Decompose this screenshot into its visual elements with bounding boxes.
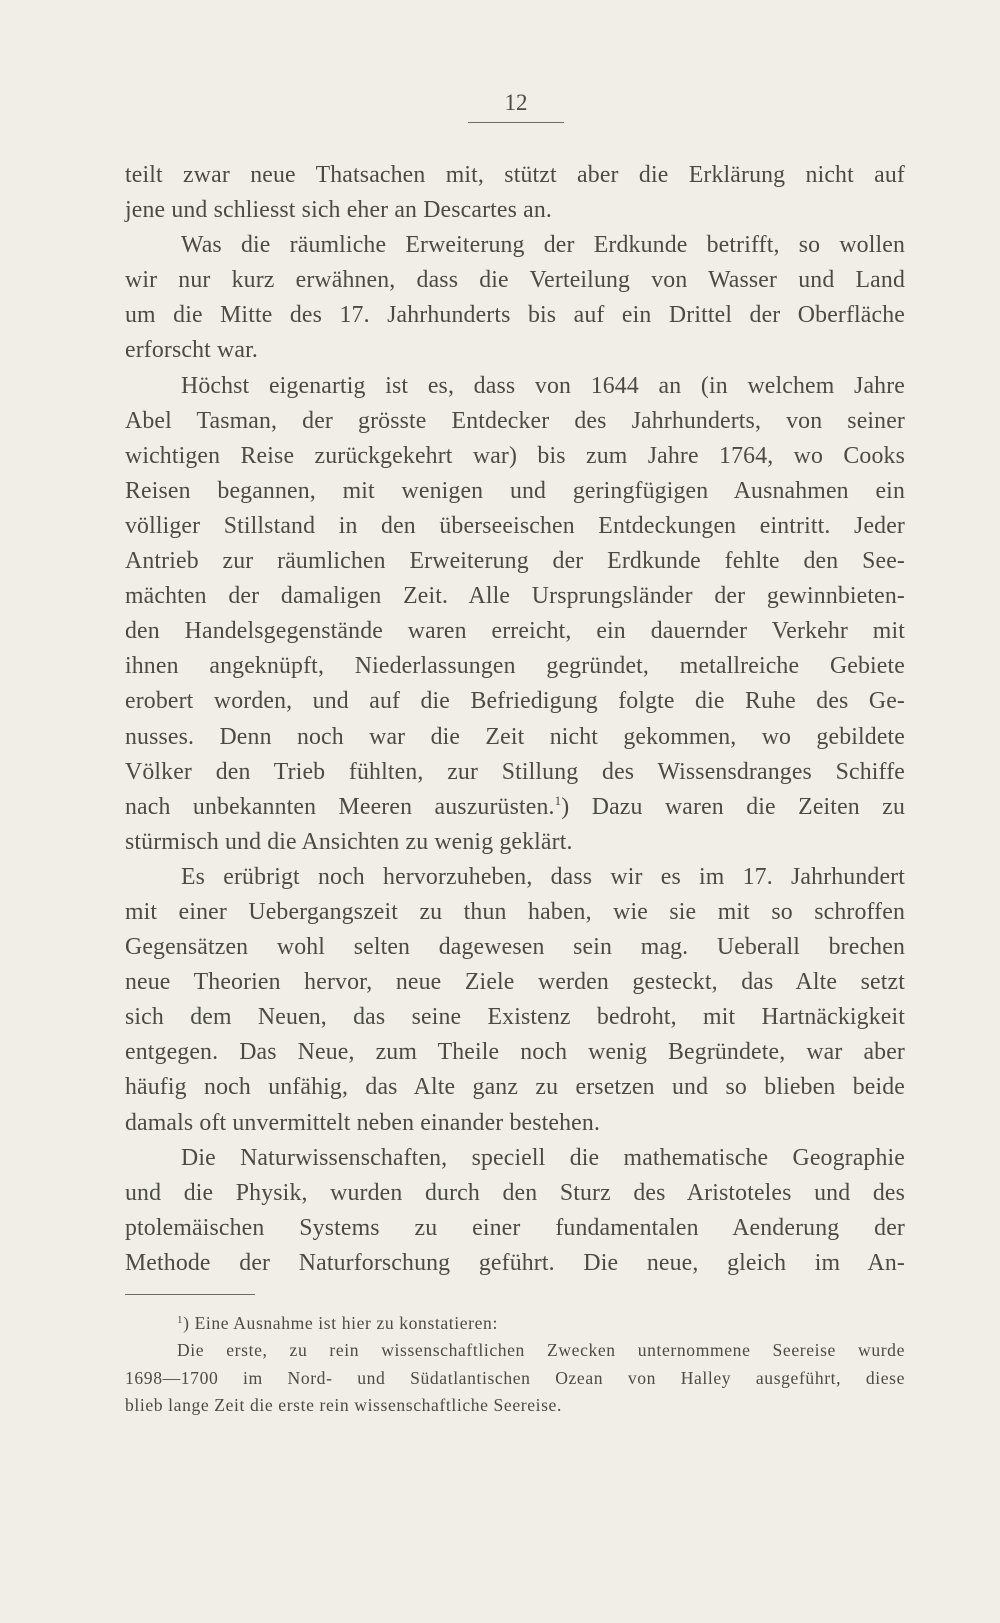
text-line — [125, 790, 905, 825]
footnote-separator — [125, 1294, 255, 1295]
text-line: damals oft unvermittelt neben einander bestehen. — [125, 1109, 601, 1136]
footnote-reference: 1 — [554, 792, 562, 808]
text-line: den Handelsgegenstände waren erreicht, ein dauernder Verkehr mit — [125, 618, 905, 645]
text-segment: nach unbekannten Meeren auszurüsten. — [125, 793, 555, 820]
body-text — [125, 158, 905, 1281]
text-line: ptolemäischen Systems zu einer fundamentalen Aenderung der — [125, 1214, 905, 1241]
text-line: mit einer Uebergangszeit zu thun haben, wie sie mit so schroffen — [125, 898, 905, 925]
text-line: wichtigen Reise zurückgekehrt war) bis zum Jahre 1764, wo Cooks — [125, 442, 905, 469]
text-line: völliger Stillstand in den überseeischen Entdeckungen eintritt. Jeder — [125, 512, 905, 539]
text-line: sich dem Neuen, das seine Existenz bedroht, mit Hartnäckigkeit — [125, 1004, 905, 1031]
footnote-marker: 1 — [177, 1314, 184, 1326]
text-line: Methode der Naturforschung geführt. Die neue, gleich im An- — [125, 1249, 905, 1276]
text-line: Abel Tasman, der grösste Entdecker des Jahrhunderts, von seiner — [125, 407, 905, 434]
text-line: teilt zwar neue Thatsachen mit, stützt aber die Erklärung nicht auf — [125, 162, 905, 188]
text-line: erforscht war. — [125, 337, 258, 364]
text-line: Es erübrigt noch hervorzuheben, dass wir es im 17. Jahrhundert — [181, 863, 905, 890]
text-line: um die Mitte des 17. Jahrhunderts bis auf ein Drittel der Oberfläche — [125, 302, 905, 329]
text-line: ihnen angeknüpft, Niederlassungen gegründet, metallreiche Gebiete — [125, 653, 905, 680]
text-line: häufig noch unfähig, das Alte ganz zu ersetzen und so blieben beide — [125, 1074, 905, 1101]
footnote-line: 1698—1700 im Nord- und Südatlantischen Ozean von Halley ausgeführt, diese — [125, 1367, 905, 1388]
text-line: Die Naturwissenschaften, speciell die mathematische Geographie — [181, 1144, 905, 1171]
page-number: 12 — [468, 88, 564, 123]
text-line: neue Theorien hervor, neue Ziele werden gesteckt, das Alte setzt — [125, 969, 905, 996]
text-line: Höchst eigenartig ist es, dass von 1644 an (in welchem Jahre — [181, 372, 905, 399]
footnote-line: blieb lange Zeit die erste rein wissenschaftliche Seereise. — [125, 1394, 562, 1415]
text-line: mächten der damaligen Zeit. Alle Ursprungsländer der gewinnbieten- — [125, 583, 905, 610]
text-line: Gegensätzen wohl selten dagewesen sein mag. Ueberall brechen — [125, 934, 905, 961]
text-line: stürmisch und die Ansichten zu wenig geklärt. — [125, 828, 573, 855]
text-line: Reisen begannen, mit wenigen und geringfügigen Ausnahmen ein — [125, 477, 905, 504]
text-line: entgegen. Das Neue, zum Theile noch wenig Begründete, war aber — [125, 1039, 905, 1066]
footnote-line: Die erste, zu rein wissenschaftlichen Zwecken unternommene Seereise wurde — [177, 1340, 905, 1361]
footnote-marker-close: ) — [183, 1313, 190, 1333]
text-line: Was die räumliche Erweiterung der Erdkunde betrifft, so wollen — [181, 232, 905, 259]
text-line: jene und schliesst sich eher an Descartes an. — [125, 197, 553, 224]
footnote-text: Eine Ausnahme ist hier zu konstatieren: — [194, 1313, 498, 1333]
text-line: nusses. Denn noch war die Zeit nicht gekommen, wo gebildete — [125, 723, 905, 750]
text-line: Antrieb zur räumlichen Erweiterung der Erdkunde fehlte den See- — [125, 548, 905, 575]
text-line: wir nur kurz erwähnen, dass die Verteilung von Wasser und Land — [125, 267, 905, 294]
text-line: erobert worden, und auf die Befriedigung folgte die Ruhe des Ge- — [125, 688, 905, 715]
text-line: Völker den Trieb fühlten, zur Stillung des Wissensdranges Schiffe — [125, 758, 905, 785]
text-line: und die Physik, wurden durch den Sturz des Aristoteles und des — [125, 1179, 905, 1206]
footnotes — [125, 1310, 905, 1419]
footnote-line — [125, 1310, 905, 1337]
text-segment: ) Dazu waren die Zeiten zu — [561, 793, 905, 820]
